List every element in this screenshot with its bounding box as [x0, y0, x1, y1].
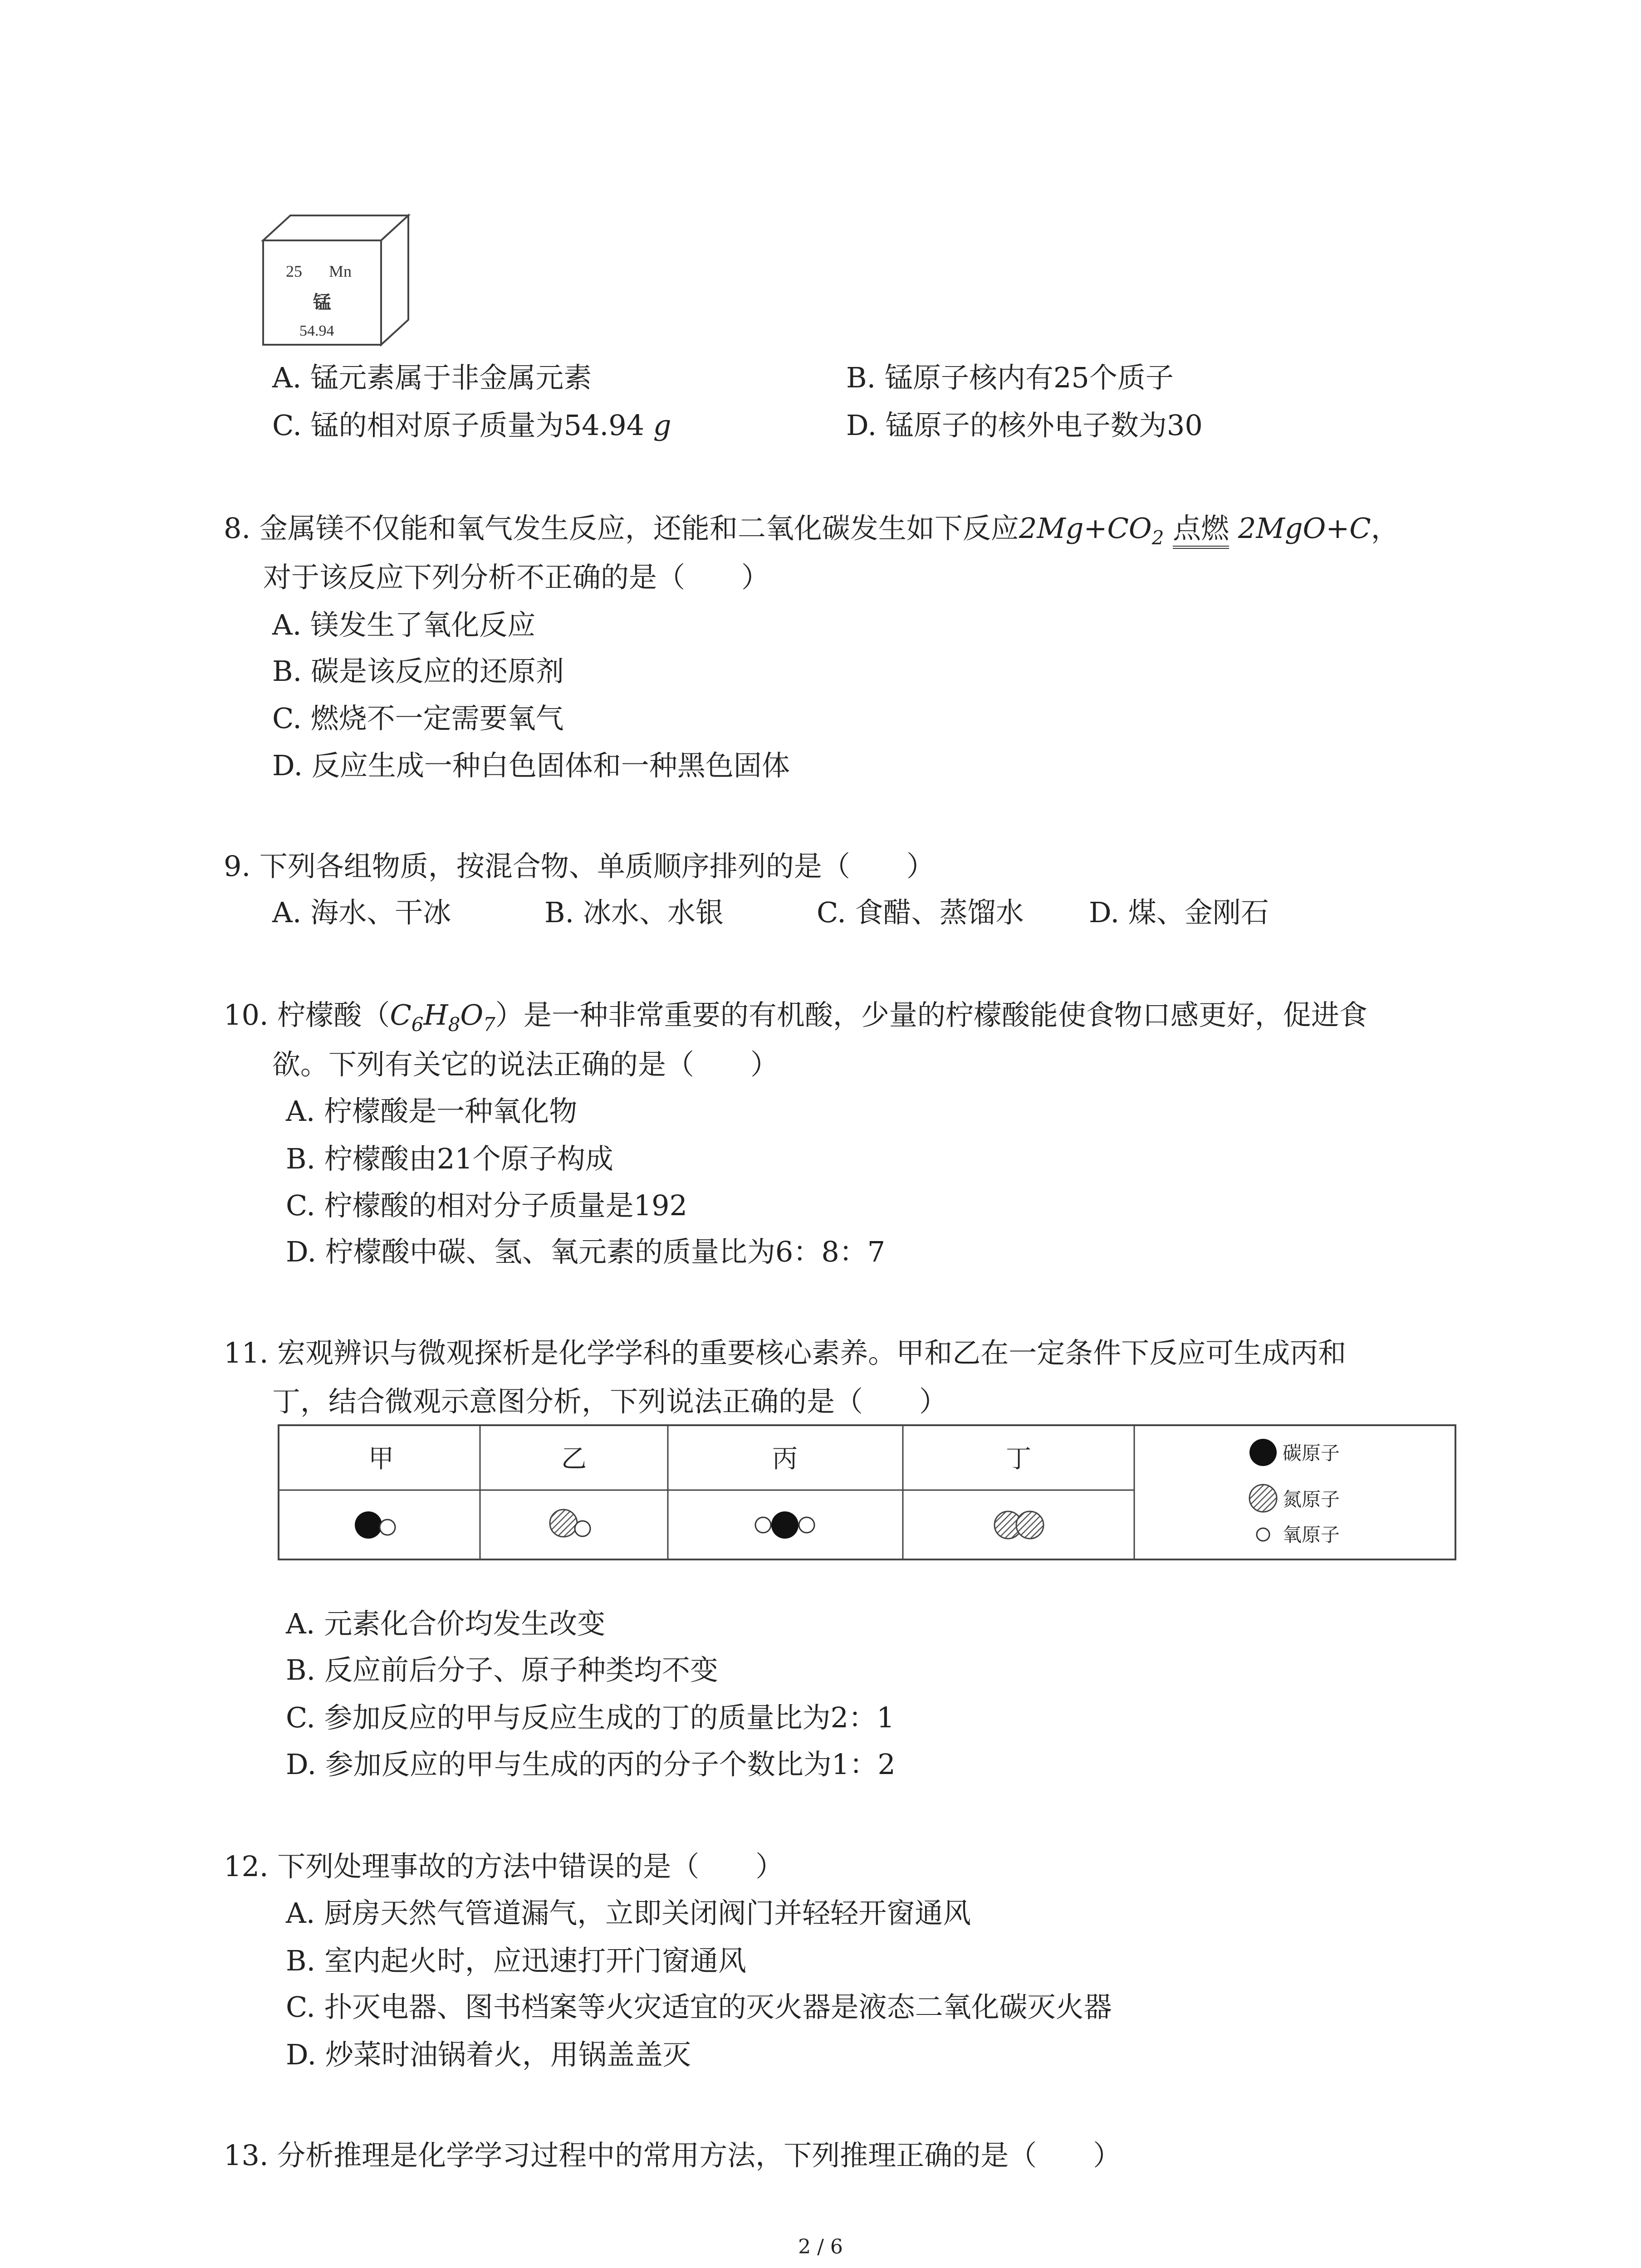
- element-card: [259, 213, 413, 349]
- q10-option-d: D. 柠檬酸中碳、氢、氧元素的质量比为6：8：7: [286, 1235, 886, 1268]
- q11-option-b: B. 反应前后分子、原子种类均不变: [286, 1653, 718, 1686]
- q10-option-c: C. 柠檬酸的相对分子质量是192: [286, 1189, 687, 1222]
- legend-nitrogen-swatch: [1249, 1485, 1277, 1512]
- q13-stem: 13. 分析推理是化学学习过程中的常用方法，下列推理正确的是（ ）: [224, 2139, 1122, 2172]
- q7-option-b: B. 锰原子核内有25个质子: [846, 361, 1174, 394]
- q8-option-c: C. 燃烧不一定需要氧气: [272, 702, 564, 735]
- q9-option-d: D. 煤、金刚石: [1089, 896, 1269, 929]
- header-jia: 甲: [368, 1444, 394, 1474]
- q11-molecule-table: [278, 1424, 1457, 1560]
- q12-option-c: C. 扑灭电器、图书档案等火灾适宜的灭火器是液态二氧化碳灭火器: [286, 1990, 1112, 2024]
- q12-option-b: B. 室内起火时，应迅速打开门窗通风: [286, 1944, 746, 1977]
- header-ding: 丁: [1006, 1444, 1031, 1474]
- legend: [1249, 1439, 1340, 1546]
- q8-option-a: A. 镁发生了氧化反应: [272, 608, 536, 641]
- q9-option-b: B. 冰水、水银: [544, 896, 724, 929]
- q8-option-b: B. 碳是该反应的还原剂: [272, 655, 564, 688]
- q12-option-a: A. 厨房天然气管道漏气，立即关闭阀门并轻轻开窗通风: [286, 1897, 971, 1930]
- q8-option-d: D. 反应生成一种白色固体和一种黑色固体: [272, 749, 790, 782]
- element-symbol: Mn: [329, 262, 352, 280]
- legend-oxygen-label: 氧原子: [1283, 1524, 1340, 1546]
- q10-option-a: A. 柠檬酸是一种氧化物: [286, 1095, 578, 1128]
- q8-stem-cont: 对于该反应下列分析不正确的是（ ）: [263, 561, 770, 594]
- q12-stem: 12. 下列处理事故的方法中错误的是（ ）: [224, 1850, 784, 1883]
- q9-option-a: A. 海水、干冰: [272, 896, 451, 929]
- q10-stem-cont: 欲。下列有关它的说法正确的是（ ）: [272, 1048, 779, 1081]
- q9-option-c: C. 食醋、蒸馏水: [817, 896, 1024, 929]
- q7-option-c: C. 锰的相对原子质量为54.94 g: [272, 409, 671, 442]
- legend-oxygen-swatch: [1257, 1528, 1269, 1541]
- header-yi: 乙: [561, 1444, 587, 1474]
- element-name: 锰: [313, 292, 331, 313]
- q8-stem: 8. 金属镁不仅能和氧气发生反应，还能和二氧化碳发生如下反应$2Mg+CO_2$ 点燃 2MgO+C，: [224, 512, 1399, 549]
- q9-stem: 9. 下列各组物质，按混合物、单质顺序排列的是（ ）: [224, 850, 935, 883]
- q11-option-d: D. 参加反应的甲与生成的丙的分子个数比为1：2: [286, 1748, 896, 1781]
- legend-carbon-label: 碳原子: [1283, 1442, 1340, 1464]
- page-number: 2 / 6: [798, 2235, 843, 2258]
- q11-option-c: C. 参加反应的甲与反应生成的丁的质量比为2：1: [286, 1701, 895, 1734]
- q11-stem-cont: 丁，结合微观示意图分析，下列说法正确的是（ ）: [272, 1385, 948, 1418]
- q7-option-d: D. 锰原子的核外电子数为30: [846, 409, 1203, 442]
- q11-option-a: A. 元素化合价均发生改变: [286, 1607, 606, 1640]
- legend-nitrogen-label: 氮原子: [1283, 1488, 1340, 1510]
- legend-carbon-swatch: [1249, 1439, 1277, 1466]
- q10-option-b: B. 柠檬酸由21个原子构成: [286, 1142, 613, 1175]
- q11-stem: 11. 宏观辨识与微观探析是化学学科的重要核心素养。甲和乙在一定条件下反应可生成丙和: [224, 1336, 1347, 1369]
- element-mass: 54.94: [299, 323, 334, 339]
- q7-option-a: A. 锰元素属于非金属元素: [272, 361, 592, 394]
- q8-reaction-condition: 点燃: [1173, 512, 1229, 549]
- header-bing: 丙: [772, 1444, 798, 1474]
- q12-option-d: D. 炒菜时油锅着火，用锅盖盖灭: [286, 2038, 691, 2071]
- element-atomic-number: 25: [286, 262, 302, 280]
- q10-stem: 10. 柠檬酸$(C_6H_8O_7)$是一种非常重要的有机酸，少量的柠檬酸能使食物口感更好，促进食: [224, 998, 1367, 1036]
